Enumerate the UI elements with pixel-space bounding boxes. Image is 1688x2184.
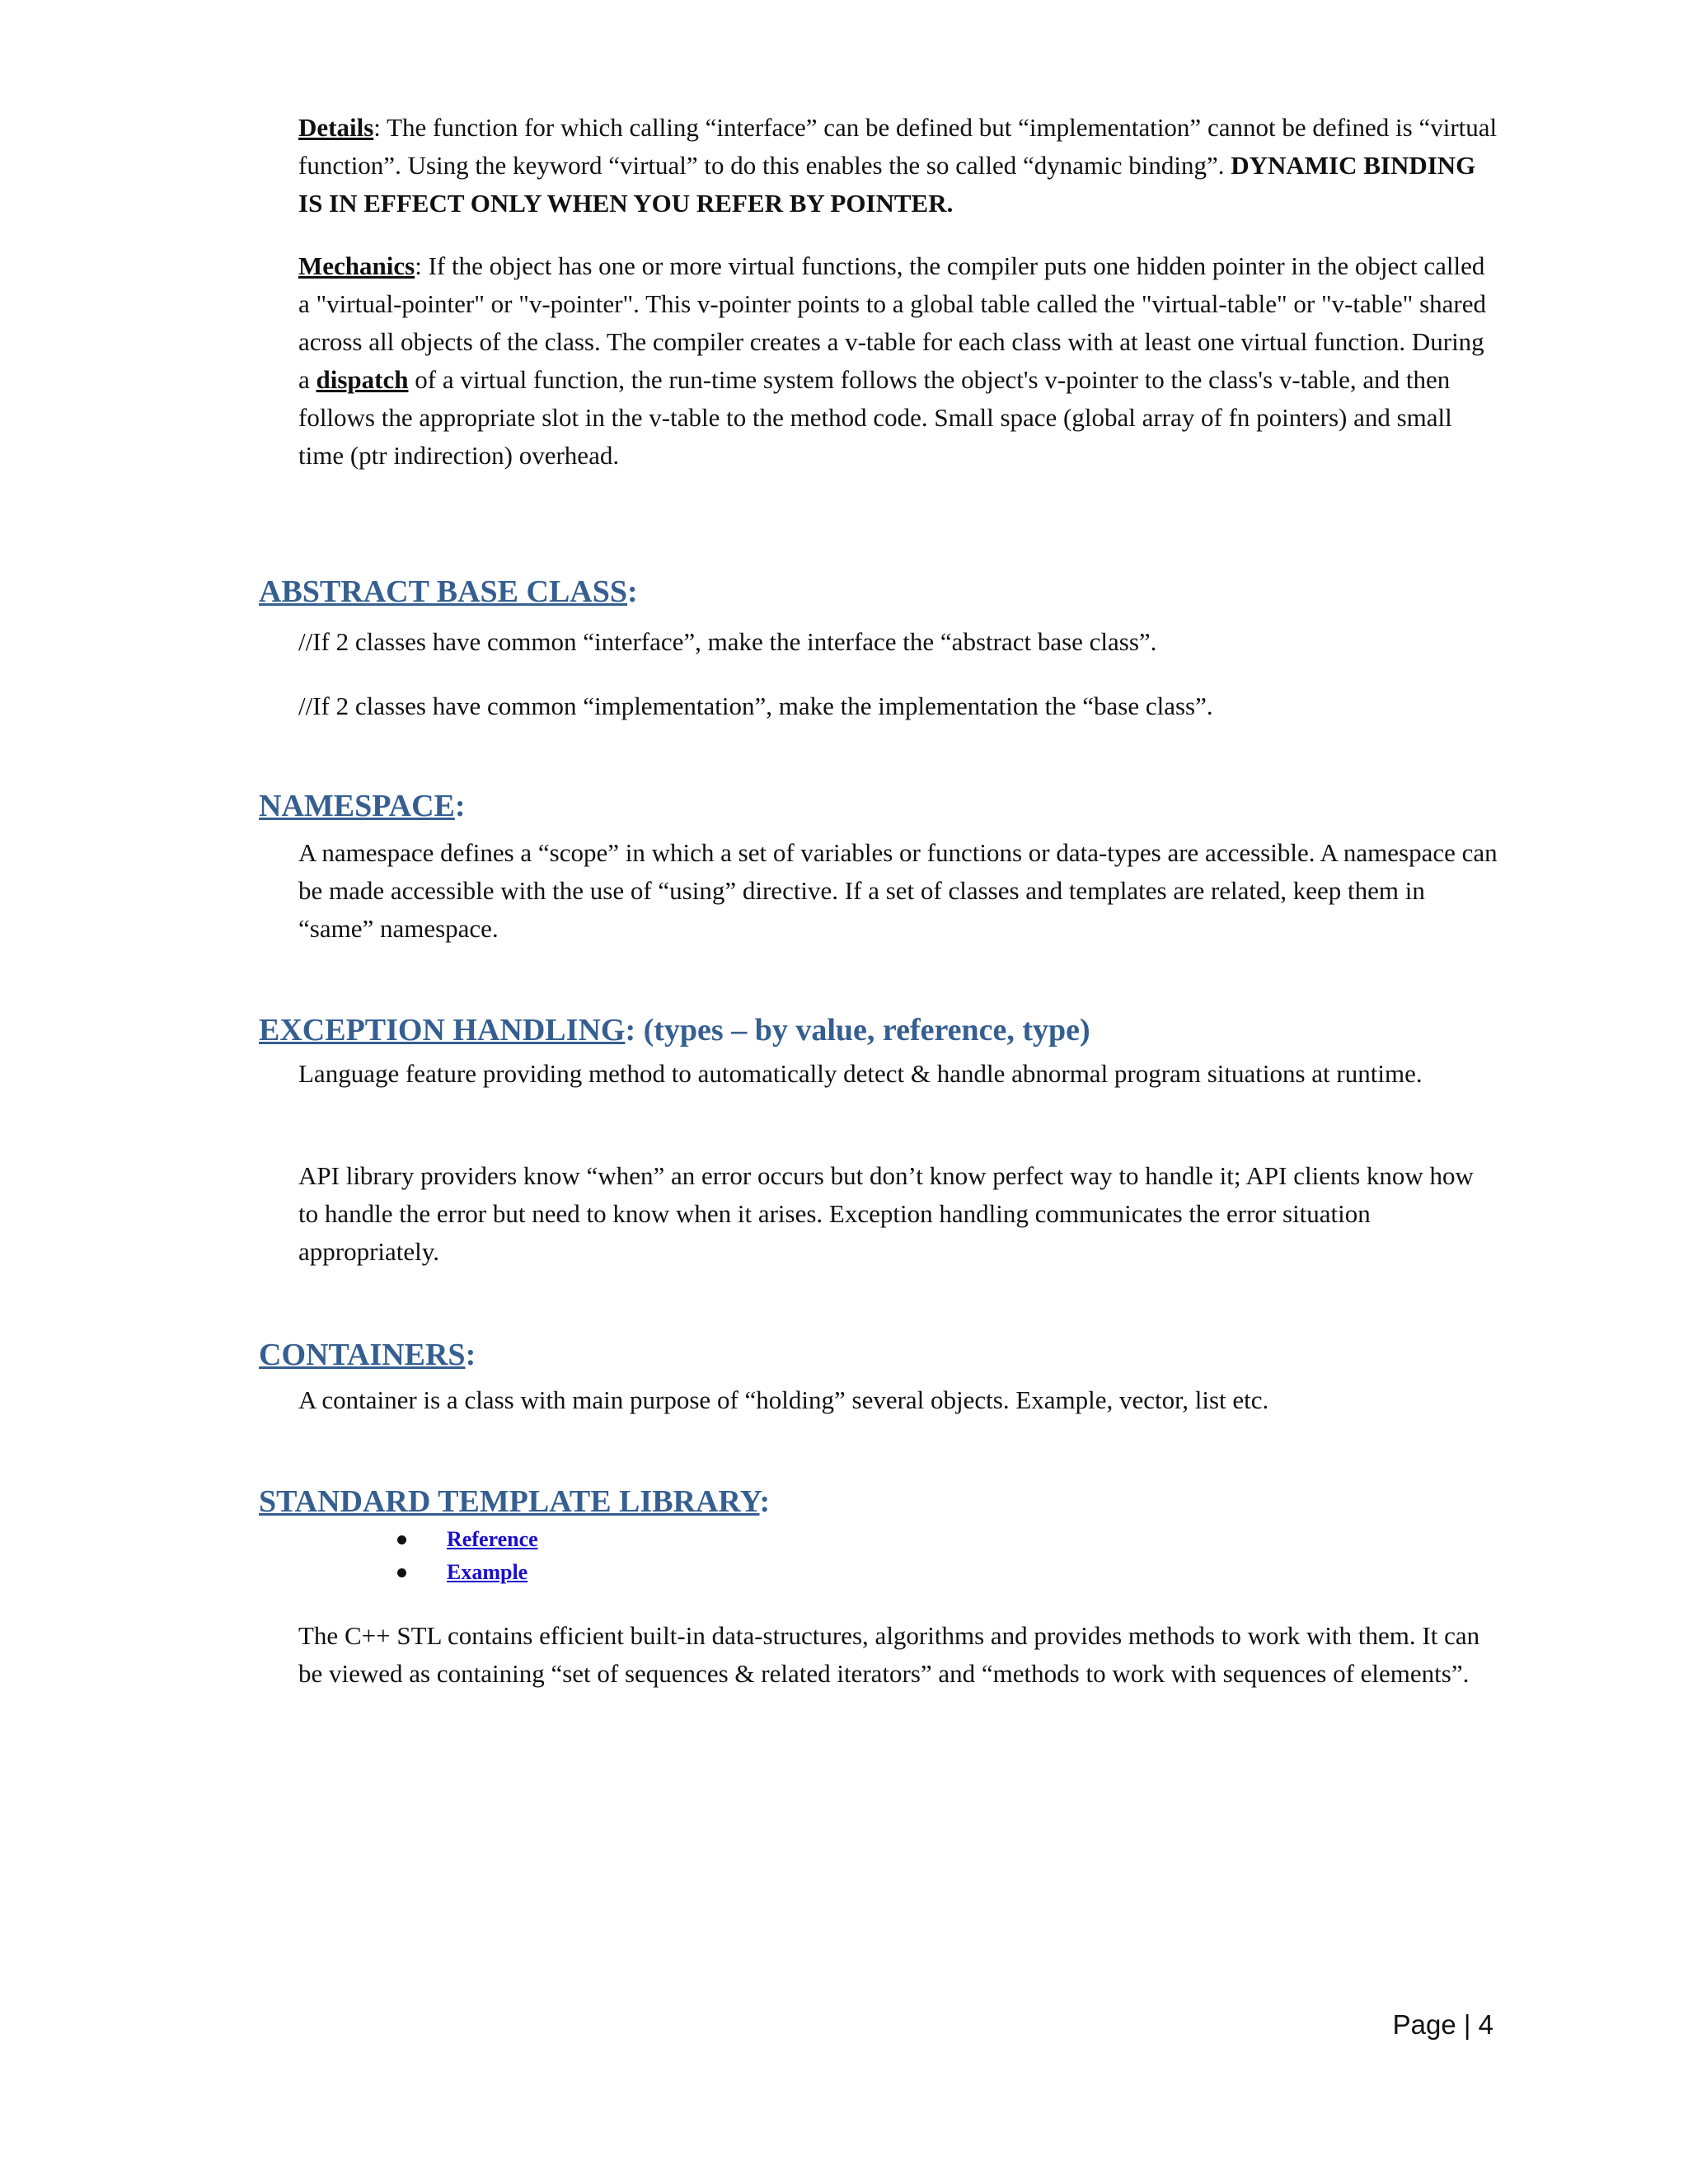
abstract-base-class-heading <box>259 574 638 610</box>
heading-colon: : <box>465 1338 476 1372</box>
exception-paragraph-2: API library providers know “when” an error occurs but don’t know perfect way to handle it; API clients know how to handle the error but need to know when it arises. Exception handling communicates the error situation appropriately. <box>298 1161 1474 1266</box>
details-text: : The function for which calling “interface” can be defined but “implementation” cannot be defined is “virtual function”. Using the keyword “virtual” to do this enables the so called “dynamic binding”. <box>298 113 1498 180</box>
stl-title: STANDARD TEMPLATE LIBRARY <box>259 1484 760 1519</box>
abstract-base-class-title: ABSTRACT BASE CLASS <box>259 574 628 609</box>
exception-paragraph-1: Language feature providing method to automatically detect & handle abnormal program situations at runtime. <box>298 1059 1423 1088</box>
exception-handling-title: EXCEPTION HANDLING <box>259 1013 626 1047</box>
list-item <box>387 1556 538 1589</box>
stl-link-list <box>387 1523 538 1589</box>
containers-paragraph: A container is a class with main purpose of “holding” several objects. Example, vector, list etc. <box>298 1385 1269 1414</box>
exception-handling-heading <box>259 1012 1090 1048</box>
mechanics-label: Mechanics <box>298 251 415 280</box>
abstract-line-2: //If 2 classes have common “implementation”, make the implementation the “base class”. <box>298 691 1213 720</box>
containers-title: CONTAINERS <box>259 1338 466 1372</box>
namespace-heading <box>259 788 466 824</box>
stl-paragraph: The C++ STL contains efficient built-in data-structures, algorithms and provides methods to work with them. It can be viewed as containing “set of sequences & related iterators” and “methods to work with sequences of elements”. <box>298 1621 1480 1688</box>
details-label: Details <box>298 113 374 142</box>
heading-colon: : <box>627 574 638 609</box>
abstract-line-1: //If 2 classes have common “interface”, make the interface the “abstract base class”. <box>298 627 1157 656</box>
namespace-paragraph: A namespace defines a “scope” in which a set of variables or functions or data-types are accessible. A namespace can be made accessible with the use of “using” directive. If a set of classes and templates are related, keep them in “same” namespace. <box>298 838 1498 943</box>
exception-handling-suffix: : (types – by value, reference, type) <box>625 1013 1090 1047</box>
reference-link[interactable]: Reference <box>447 1527 538 1551</box>
example-link[interactable]: Example <box>447 1560 528 1584</box>
bullet-icon <box>397 1568 406 1577</box>
heading-colon: : <box>759 1484 771 1519</box>
mechanics-paragraph <box>298 247 1498 475</box>
page-number: Page | 4 <box>1392 2009 1493 2040</box>
containers-heading <box>259 1337 476 1373</box>
mechanics-text-after: of a virtual function, the run-time system follows the object's v-pointer to the class's v-table, and then follows the appropriate slot in the v-table to the method code. Small space (global array of fn pointers) and small time (ptr indirection) overhead. <box>298 365 1452 470</box>
dispatch-term: dispatch <box>316 365 409 394</box>
stl-heading <box>259 1483 770 1520</box>
bullet-icon <box>397 1535 406 1544</box>
list-item <box>387 1523 538 1556</box>
heading-colon: : <box>454 789 466 823</box>
mechanics-text-before: : If the object has one or more virtual functions, the compiler puts one hidden pointer in the object called a "virtual-pointer" or "v-pointer". This v-pointer points to a global table called the "virtual-table" or "v-table" shared across all objects of the class. The compiler creates a v-table for each class with at least one virtual function. During a <box>298 251 1486 394</box>
details-paragraph <box>298 109 1498 223</box>
namespace-title: NAMESPACE <box>259 789 455 823</box>
details-emphasis: DYNAMIC BINDING IS IN EFFECT ONLY WHEN YOU REFER BY POINTER. <box>298 151 1476 218</box>
